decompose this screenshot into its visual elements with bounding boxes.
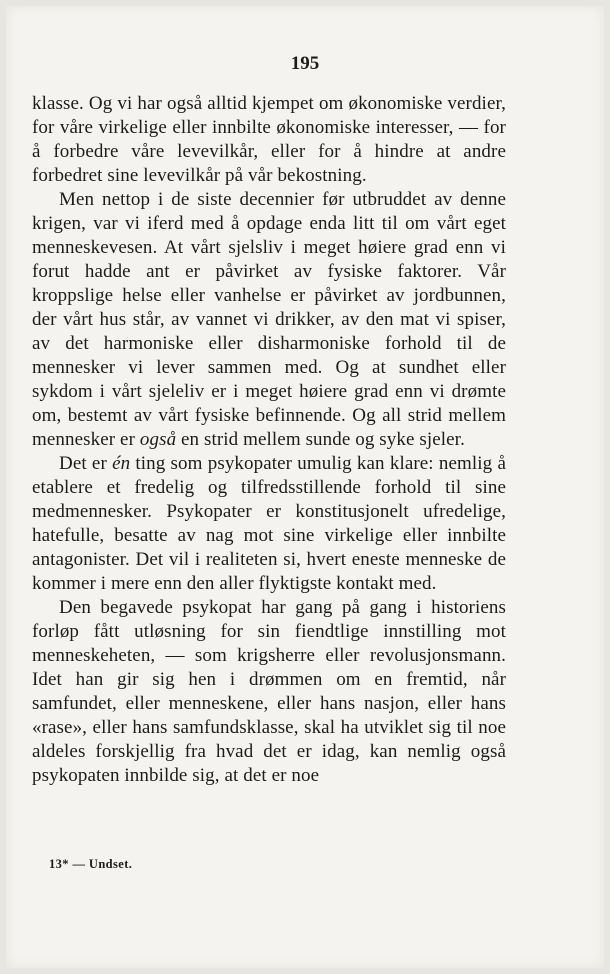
text-run: en strid mellem sunde og syke sjeler.: [176, 429, 465, 450]
paragraph: [32, 452, 506, 596]
text-run: Den begavede psykopat har gang på gang i historiens forløp fått utløsning for sin fiendtlige innstilling mot menneskeheten, — som krigsherre eller revolusjonsmann. Idet han gir sig hen i drømmen om en fremtid, når samfundet, eller menneskene, eller hans nasjon, eller hans «rase», eller hans samfundsklasse, skal ha utviklet sig til noe aldeles forskjellig fra hvad det er idag, kan nemlig også psykopaten innbilde sig, at det er noe: [32, 597, 506, 786]
emphasis-text: én: [112, 453, 131, 474]
page-number: 195: [290, 53, 320, 74]
text-run: ting som psykopater umulig kan klare: nemlig å etablere et fredelig og tilfredsstillende forhold til sine medmennesker. Psykopater er konstitusjonelt ufredelige, hatefulle, besatte av nag mot sine virkelige eller innbilte antagonister. Det vil i realiteten si, hvert eneste menneske de kommer i mere enn den aller flyktigste kontakt med.: [32, 453, 506, 594]
emphasis-text: også: [139, 429, 177, 450]
paragraph: [32, 188, 506, 452]
text-run: Men nettop i de siste decennier før utbruddet av denne krigen, var vi iferd med å opdage enda litt til om vårt eget menneskevesen. At vårt sjelsliv i meget høiere grad enn vi forut hadde ant er påvirket av fysiske faktorer. Vår kroppslige helse eller vanhelse er påvirket av jordbunnen, der vårt hus står, av vannet vi drikker, av den mat vi spiser, av det harmoniske eller disharmoniske forhold til de mennesker vi lever sammen med. Og at sundhet eller sykdom i vårt sjeleliv er i meget høiere grad enn vi drømte om, bestemt av vårt fysiske befinnende. Og all strid mellem mennesker er: [32, 189, 506, 450]
paragraph: [32, 596, 506, 788]
signature-mark: 13* — Undset.: [49, 857, 133, 871]
text-run: klasse. Og vi har også alltid kjempet om økonomiske verdier, for våre virkelige eller innbilte økonomiske interesser, — for å forbedre våre levevilkår, eller for å hindre at andre forbedret sine levevilkår på vår bekostning.: [32, 93, 506, 186]
text-run: Det er: [59, 453, 113, 474]
book-page: [6, 6, 604, 968]
body-text: [32, 92, 506, 788]
paragraph: [32, 92, 506, 188]
